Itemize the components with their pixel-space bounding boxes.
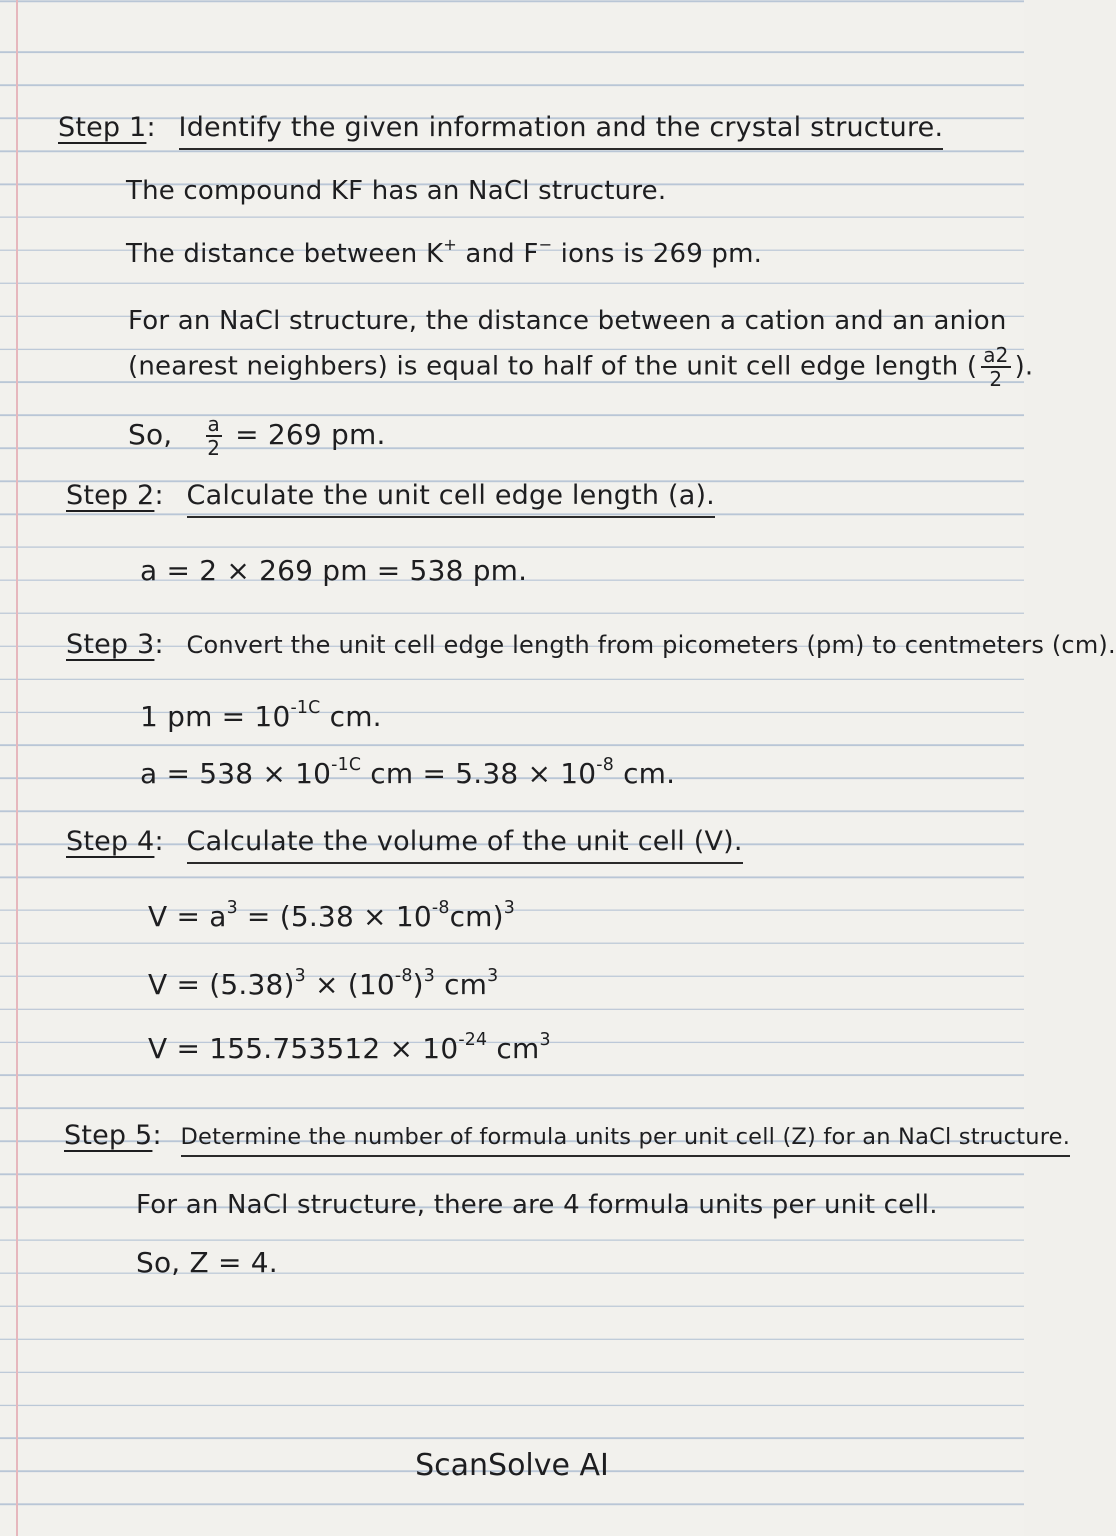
step-2-title: Calculate the unit cell edge length (a). [187, 480, 715, 518]
step-3-heading [66, 629, 1116, 664]
step-2-colon: : [154, 480, 164, 511]
eq-part: × (10 [305, 968, 395, 1001]
step-1-line-2 [126, 234, 763, 269]
exponent: -8 [431, 897, 450, 918]
step-5-colon: : [152, 1120, 162, 1151]
so-equation: = 269 pm. [235, 418, 386, 451]
eq-part: cm. [320, 700, 382, 733]
step-4-equation-1 [148, 897, 516, 933]
step-3-equation-1 [140, 697, 382, 733]
exponent: -1C [331, 754, 362, 775]
step-1-line-1: The compound KF has an NaCl structure. [126, 176, 667, 206]
step-1-line-2-post: ions is 269 pm. [552, 239, 763, 269]
exponent: 3 [423, 965, 435, 986]
step-4-heading [66, 826, 743, 864]
step-4-colon: : [154, 826, 164, 857]
step-1-title: Identify the given information and the crystal structure. [179, 112, 944, 150]
fraction-denominator: 2 [207, 436, 221, 460]
step-1-so-line [128, 414, 386, 458]
exponent: 3 [539, 1029, 551, 1050]
half-edge-fraction [981, 345, 1010, 389]
eq-part: cm) [449, 900, 504, 933]
step-1-line-4-text: (nearest neighbers) is equal to half of the unit cell edge length ( [128, 351, 978, 382]
eq-part: cm [434, 968, 488, 1001]
step-4-equation-3 [148, 1029, 551, 1065]
exponent: 3 [294, 965, 306, 986]
step-5-line-1: For an NaCl structure, there are 4 formula units per unit cell. [136, 1190, 938, 1220]
brand-footer: ScanSolve AI [415, 1448, 609, 1483]
exponent: -8 [394, 965, 413, 986]
eq-part: cm. [613, 757, 676, 790]
step-2-heading [66, 480, 715, 518]
step-1-colon: : [146, 112, 156, 143]
step-1-line-3: For an NaCl structure, the distance between a cation and an anion [128, 306, 1007, 336]
exponent: 3 [226, 897, 238, 918]
eq-part: V = 155.753512 × 10 [148, 1032, 459, 1065]
step-3-label: Step 3 [66, 629, 155, 660]
step-2-equation: a = 2 × 269 pm = 538 pm. [140, 554, 528, 587]
so-prefix: So, [128, 418, 173, 451]
step-3-title: Convert the unit cell edge length from picometers (pm) to centmeters (cm). [186, 631, 1116, 659]
eq-part: 1 pm = 10 [140, 700, 291, 733]
step-2-label: Step 2 [66, 480, 155, 511]
fraction-denominator: 2 [989, 367, 1003, 391]
exponent: 3 [487, 965, 499, 986]
step-1-line-2-mid: and F [456, 239, 539, 269]
step-3-colon: : [154, 629, 164, 660]
step-5-line-2: So, Z = 4. [136, 1246, 278, 1279]
a-over-2-fraction [206, 414, 222, 458]
exponent: -1C [290, 697, 321, 718]
eq-part: cm [487, 1032, 540, 1065]
step-1-label: Step 1 [58, 112, 147, 143]
step-4-label: Step 4 [66, 826, 155, 857]
exponent: 3 [503, 897, 516, 918]
fraction-numerator: a2 [983, 343, 1009, 367]
eq-part: ) [412, 968, 424, 1001]
eq-part: cm = 5.38 × 10 [361, 757, 597, 790]
k-ion-charge: + [443, 234, 457, 254]
fraction-numerator: a [207, 412, 220, 436]
eq-part: = (5.38 × 10 [237, 900, 432, 933]
step-1-heading [58, 112, 943, 150]
exponent: -24 [458, 1029, 488, 1050]
eq-part: V = a [148, 900, 227, 933]
step-1-line-2-pre: The distance between K [126, 239, 444, 269]
step-5-label: Step 5 [64, 1120, 153, 1151]
step-5-heading [64, 1120, 1070, 1157]
step-1-line-4 [128, 345, 1033, 389]
step-4-title: Calculate the volume of the unit cell (V). [187, 826, 743, 864]
margin-line [16, 0, 18, 1536]
step-4-equation-2 [148, 965, 499, 1001]
eq-part: a = 538 × 10 [140, 757, 332, 790]
eq-part: V = (5.38) [148, 968, 295, 1001]
step-5-title: Determine the number of formula units per unit cell (Z) for an NaCl structure. [181, 1124, 1071, 1157]
f-ion-charge: − [538, 234, 553, 254]
step-1-line-4-end: ). [1014, 351, 1034, 382]
step-3-equation-2 [140, 754, 676, 790]
exponent: -8 [596, 754, 614, 775]
